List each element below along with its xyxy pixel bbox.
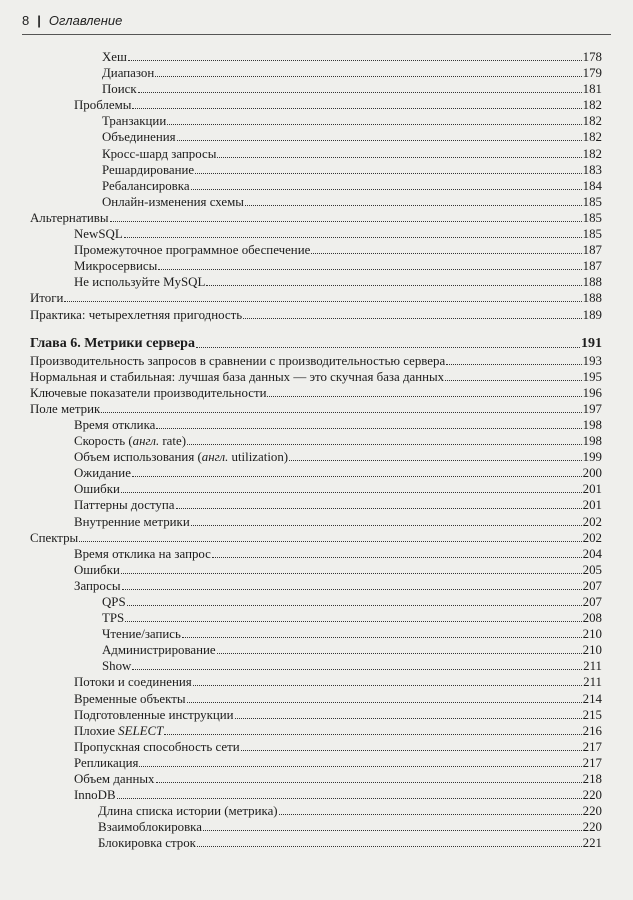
toc-leader-dots	[127, 594, 582, 606]
toc-page-number: 201	[582, 498, 602, 513]
toc-leader-dots	[217, 642, 582, 654]
toc-leader-dots	[156, 771, 582, 783]
toc-page-number: 188	[582, 291, 602, 306]
toc-entry	[30, 433, 602, 449]
toc-page-number: 207	[582, 595, 602, 609]
toc-leader-dots	[187, 691, 582, 703]
toc-leader-dots	[176, 497, 582, 509]
toc-entry-title: Ошибки	[74, 482, 120, 497]
toc-page-number: 185	[582, 194, 602, 209]
toc-leader-dots	[132, 465, 582, 477]
toc-page-number: 216	[582, 723, 602, 738]
toc-entry-title: Спектры	[30, 530, 79, 545]
running-header	[22, 13, 122, 28]
toc-page-number: 217	[582, 755, 602, 770]
toc-entry	[30, 290, 602, 306]
toc-entry	[30, 642, 602, 658]
toc-entry	[30, 274, 602, 290]
toc-page-number: 211	[583, 675, 602, 690]
toc-leader-dots	[182, 626, 582, 638]
toc-leader-dots	[187, 433, 582, 445]
toc-entry	[30, 514, 602, 530]
toc-leader-dots	[193, 674, 582, 686]
toc-leader-dots	[245, 194, 582, 206]
toc-leader-dots	[79, 530, 581, 542]
toc-leader-dots	[124, 226, 582, 238]
toc-entry-title: QPS	[102, 595, 126, 609]
toc-leader-dots	[138, 81, 582, 93]
toc-entry	[30, 497, 602, 513]
toc-entry	[30, 226, 602, 242]
toc-page-number: 198	[582, 417, 602, 432]
toc-entry-title: Время отклика на запрос	[74, 546, 211, 561]
toc-entry-title: Диапазон	[102, 66, 155, 81]
toc-leader-dots	[110, 210, 582, 222]
toc-page-number: 183	[582, 162, 602, 177]
toc-entry	[30, 819, 602, 835]
toc-page-number: 201	[582, 482, 602, 497]
toc-entry-title: Администрирование	[102, 643, 216, 658]
toc-leader-dots	[158, 258, 581, 270]
toc-entry	[30, 771, 602, 787]
toc-entry	[30, 755, 602, 771]
toc-entry-title: Транзакции	[102, 114, 167, 129]
toc-entry-title: Не используйте MySQL	[74, 275, 206, 290]
toc-entry	[30, 723, 602, 739]
toc-leader-dots	[197, 835, 582, 847]
toc-entry	[30, 129, 602, 145]
toc-entry	[30, 385, 602, 401]
toc-entry-title: Show	[102, 659, 132, 674]
toc-leader-dots	[212, 546, 582, 558]
toc-page-number: 214	[582, 691, 602, 706]
toc-leader-dots	[167, 113, 581, 125]
toc-entry-title: Проблемы	[74, 98, 132, 113]
toc-entry-title: Микросервисы	[74, 259, 158, 274]
toc-chapter-entry	[30, 334, 602, 353]
toc-entry	[30, 194, 602, 210]
toc-entry-title: Репликация	[74, 755, 139, 770]
toc-page-number: 189	[582, 307, 602, 322]
toc-leader-dots	[132, 97, 581, 109]
header-separator: |	[37, 13, 41, 28]
toc-entry-title: Ребалансировка	[102, 178, 190, 193]
toc-entry-title: Поиск	[102, 82, 137, 97]
toc-leader-dots	[64, 290, 581, 302]
toc-leader-dots	[139, 755, 581, 767]
toc-page-number: 195	[582, 369, 602, 384]
toc-entry	[30, 707, 602, 723]
header-rule	[22, 34, 611, 35]
toc-entry	[30, 242, 602, 258]
toc-entry-title: Онлайн-изменения схемы	[102, 194, 244, 209]
toc-entry	[30, 162, 602, 178]
toc-leader-dots	[196, 334, 580, 348]
toc-entry	[30, 81, 602, 97]
toc-entry-title: Временные объекты	[74, 691, 186, 706]
toc-leader-dots	[195, 162, 582, 174]
toc-page-number: 220	[582, 788, 602, 803]
toc-entry-title: Производительность запросов в сравнении с производительностью сервера	[30, 353, 446, 368]
toc-page-number: 208	[582, 611, 602, 626]
toc-leader-dots	[445, 369, 582, 381]
toc-leader-dots	[177, 129, 582, 141]
toc-leader-dots	[191, 178, 582, 190]
toc-entry-title: TPS	[102, 611, 125, 626]
toc-entry	[30, 113, 602, 129]
toc-page-number: 199	[582, 450, 602, 465]
toc-entry	[30, 803, 602, 819]
toc-leader-dots	[206, 274, 581, 286]
toc-leader-dots	[235, 707, 582, 719]
toc-page-number: 182	[582, 98, 602, 113]
toc-entry	[30, 739, 602, 755]
toc-page-number: 215	[582, 707, 602, 722]
toc-entry-title: Плохие SELECT	[74, 723, 164, 738]
table-of-contents	[30, 49, 602, 852]
toc-page-number: 187	[582, 243, 602, 258]
toc-leader-dots	[121, 562, 582, 574]
toc-entry-title: Нормальная и стабильная: лучшая база данных — это скучная база данных	[30, 369, 445, 384]
toc-leader-dots	[267, 385, 581, 397]
toc-entry-title: Паттерны доступа	[74, 498, 175, 513]
toc-entry	[30, 369, 602, 385]
toc-entry	[30, 562, 602, 578]
toc-entry	[30, 465, 602, 481]
toc-entry	[30, 578, 602, 594]
toc-page-number: 188	[582, 275, 602, 290]
toc-page-number: 178	[582, 50, 602, 64]
toc-entry	[30, 787, 602, 803]
toc-page-number: 210	[582, 643, 602, 658]
toc-page-number: 185	[582, 210, 602, 225]
toc-leader-dots	[125, 610, 581, 622]
toc-entry	[30, 417, 602, 433]
toc-entry-title: Подготовленные инструкции	[74, 707, 234, 722]
toc-leader-dots	[217, 146, 581, 158]
toc-entry	[30, 481, 602, 497]
toc-entry	[30, 610, 602, 626]
toc-page-number: 187	[582, 259, 602, 274]
toc-page-number: 204	[582, 546, 602, 561]
toc-entry-title: NewSQL	[74, 227, 123, 242]
toc-entry-title: Блокировка строк	[98, 836, 196, 851]
toc-leader-dots	[156, 417, 581, 429]
toc-page-number: 205	[582, 562, 602, 577]
toc-leader-dots	[241, 739, 582, 751]
toc-page-number: 202	[582, 530, 602, 545]
toc-page-number: 220	[582, 820, 602, 835]
toc-page-number: 210	[582, 627, 602, 642]
toc-entry	[30, 594, 602, 610]
toc-page-number: 182	[582, 130, 602, 145]
toc-leader-dots	[191, 514, 582, 526]
toc-entry-title: Внутренние метрики	[74, 514, 190, 529]
toc-leader-dots	[122, 578, 582, 590]
toc-entry	[30, 97, 602, 113]
toc-entry	[30, 835, 602, 851]
toc-entry-title: InnoDB	[74, 788, 116, 803]
toc-entry-title: Ожидание	[74, 466, 131, 481]
toc-entry	[30, 401, 602, 417]
toc-leader-dots	[164, 723, 581, 735]
toc-entry-title: Объем данных	[74, 772, 155, 787]
toc-entry	[30, 258, 602, 274]
toc-entry	[30, 546, 602, 562]
toc-leader-dots	[101, 401, 581, 413]
toc-entry-title: Объединения	[102, 130, 176, 145]
toc-leader-dots	[121, 481, 582, 493]
toc-entry-title: Кросс-шард запросы	[102, 146, 217, 161]
toc-leader-dots	[279, 803, 582, 815]
toc-entry-title: Длина списка истории (метрика)	[98, 804, 278, 819]
toc-entry-title: Взаимоблокировка	[98, 820, 202, 835]
toc-leader-dots	[243, 307, 582, 319]
toc-entry-title: Ошибки	[74, 562, 120, 577]
toc-page-number: 202	[582, 514, 602, 529]
toc-entry-title: Глава 6. Метрики сервера	[30, 335, 195, 351]
toc-leader-dots	[289, 449, 582, 461]
toc-entry-title: Промежуточное программное обеспечение	[74, 243, 311, 258]
toc-leader-dots	[203, 819, 582, 831]
toc-page-number: 184	[582, 178, 602, 193]
toc-page-number: 207	[582, 578, 602, 593]
toc-entry-title: Чтение/запись	[102, 627, 181, 642]
toc-page-number: 185	[582, 227, 602, 242]
toc-entry-title: Хеш	[102, 50, 127, 64]
toc-page-number: 221	[582, 836, 602, 851]
toc-entry	[30, 626, 602, 642]
toc-entry	[30, 178, 602, 194]
toc-page-number: 191	[581, 335, 602, 351]
toc-page-number: 197	[582, 401, 602, 416]
toc-leader-dots	[132, 658, 582, 670]
toc-page-number: 220	[582, 804, 602, 819]
toc-entry-title: Решардирование	[102, 162, 195, 177]
page-number: 8	[22, 13, 30, 28]
toc-page-number: 211	[583, 659, 602, 674]
toc-entry	[30, 353, 602, 369]
toc-entry-title: Потоки и соединения	[74, 675, 192, 690]
toc-page-number: 181	[582, 82, 602, 97]
toc-leader-dots	[311, 242, 581, 254]
toc-page-number: 196	[582, 385, 602, 400]
toc-entry	[30, 691, 602, 707]
toc-entry	[30, 674, 602, 690]
toc-leader-dots	[155, 65, 581, 77]
toc-entry	[30, 49, 602, 65]
toc-entry	[30, 307, 602, 323]
toc-leader-dots	[117, 787, 582, 799]
toc-entry-title: Итоги	[30, 291, 64, 306]
toc-entry-title: Ключевые показатели производительности	[30, 385, 267, 400]
toc-entry-title: Объем использования (англ. utilization)	[74, 450, 289, 465]
toc-page-number: 217	[582, 739, 602, 754]
toc-leader-dots	[446, 353, 581, 365]
toc-leader-dots	[128, 49, 582, 61]
toc-page-number: 198	[582, 434, 602, 449]
toc-entry	[30, 658, 602, 674]
toc-entry	[30, 146, 602, 162]
toc-entry	[30, 530, 602, 546]
toc-page-number: 193	[582, 353, 602, 368]
toc-entry-title: Поле метрик	[30, 401, 101, 416]
toc-page-number: 179	[582, 66, 602, 81]
toc-page-number: 200	[582, 466, 602, 481]
toc-entry-title: Время отклика	[74, 417, 156, 432]
toc-entry-title: Пропускная способность сети	[74, 739, 240, 754]
toc-entry	[30, 210, 602, 226]
toc-entry-title: Запросы	[74, 578, 121, 593]
toc-entry	[30, 449, 602, 465]
toc-page-number: 182	[582, 114, 602, 129]
toc-entry-title: Альтернативы	[30, 210, 109, 225]
toc-page-number: 182	[582, 146, 602, 161]
toc-entry	[30, 65, 602, 81]
header-title: Оглавление	[48, 13, 123, 28]
toc-entry-title: Скорость (англ. rate)	[74, 434, 187, 449]
toc-page-number: 218	[582, 772, 602, 787]
toc-entry-title: Практика: четырехлетняя пригодность	[30, 307, 243, 322]
